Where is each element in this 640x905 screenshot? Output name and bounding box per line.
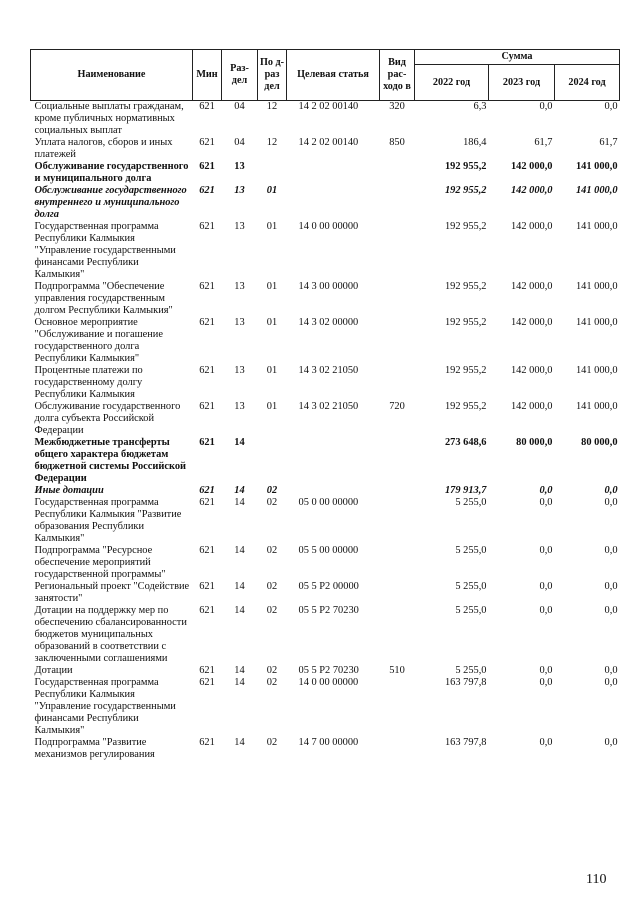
cell-sum-2024: 0,0	[604, 497, 618, 508]
cell-name: Обслуживание государственного и муниципального долга	[34, 161, 189, 184]
header-year-2022: 2022 год	[415, 65, 489, 101]
cell-sum-2022: 5 255,0	[455, 605, 487, 616]
table-row	[31, 101, 620, 138]
cell-celevaya: 14 7 00 00000	[298, 737, 359, 748]
cell-sum-2023: 142 000,0	[510, 185, 553, 196]
cell-sum-2022: 192 955,2	[444, 317, 487, 328]
cell-sum-2023: 0,0	[539, 497, 553, 508]
table-row	[31, 605, 620, 665]
cell-sum-2024: 0,0	[604, 581, 618, 592]
cell-min: 621	[199, 437, 215, 448]
table-row	[31, 677, 620, 737]
cell-razdel: 14	[234, 677, 245, 688]
cell-vid	[380, 485, 415, 497]
cell-min: 621	[199, 185, 215, 196]
cell-sum-2023: 80 000,0	[516, 437, 553, 448]
cell-vid	[380, 677, 415, 737]
cell-min: 621	[199, 401, 215, 412]
cell-min: 621	[199, 101, 215, 112]
cell-podrazdel: 01	[266, 365, 278, 376]
cell-celevaya	[287, 185, 380, 221]
cell-min: 621	[199, 485, 215, 496]
budget-sheet	[30, 49, 619, 761]
cell-name: Уплата налогов, сборов и иных платежей	[34, 137, 173, 160]
table-row	[31, 401, 620, 437]
table-body	[31, 101, 620, 762]
cell-podrazdel: 02	[266, 737, 278, 748]
cell-sum-2022: 5 255,0	[455, 497, 487, 508]
cell-sum-2023: 0,0	[539, 545, 553, 556]
header-summa: Сумма	[415, 50, 620, 65]
cell-sum-2022: 5 255,0	[455, 665, 487, 676]
cell-celevaya: 14 3 02 21050	[298, 401, 359, 412]
cell-razdel: 13	[234, 365, 245, 376]
cell-vid: 720	[389, 401, 405, 412]
cell-razdel: 13	[234, 185, 245, 196]
cell-razdel: 14	[234, 545, 245, 556]
cell-vid	[380, 281, 415, 317]
cell-sum-2024: 141 000,0	[575, 317, 618, 328]
cell-sum-2022: 192 955,2	[444, 221, 487, 232]
table-row	[31, 365, 620, 401]
cell-celevaya: 14 3 02 00000	[298, 317, 359, 328]
table-row	[31, 137, 620, 161]
cell-sum-2022: 192 955,2	[444, 401, 487, 412]
header-razdel: Раз-дел	[222, 50, 258, 101]
cell-min: 621	[199, 737, 215, 748]
cell-vid	[380, 737, 415, 761]
cell-sum-2023: 0,0	[539, 605, 553, 616]
cell-podrazdel: 01	[266, 281, 278, 292]
cell-min: 621	[199, 161, 215, 172]
cell-min: 621	[199, 137, 215, 148]
table-row	[31, 317, 620, 365]
cell-min: 621	[199, 365, 215, 376]
cell-name: Подпрограмма "Обеспечение управления государственным долгом Республики Калмыкия"	[34, 281, 173, 316]
cell-name: Иные дотации	[34, 485, 104, 496]
cell-razdel: 14	[234, 665, 245, 676]
cell-name: Межбюджетные трансферты общего характера бюджетам бюджетной системы Российской Федерации	[34, 437, 187, 484]
cell-sum-2023: 142 000,0	[510, 317, 553, 328]
budget-table	[30, 49, 620, 761]
table-row	[31, 185, 620, 221]
table-row	[31, 581, 620, 605]
table-row	[31, 545, 620, 581]
cell-podrazdel: 02	[266, 545, 278, 556]
cell-celevaya: 14 3 00 00000	[298, 281, 359, 292]
header-min: Мин	[193, 50, 222, 101]
cell-vid	[380, 581, 415, 605]
header-year-2024: 2024 год	[555, 65, 620, 101]
cell-min: 621	[199, 677, 215, 688]
cell-sum-2022: 192 955,2	[444, 185, 487, 196]
cell-razdel: 14	[234, 737, 245, 748]
cell-celevaya	[287, 485, 380, 497]
table-header	[31, 50, 620, 101]
cell-celevaya: 05 5 00 00000	[298, 545, 359, 556]
cell-sum-2023: 142 000,0	[510, 365, 553, 376]
cell-celevaya	[287, 437, 380, 485]
cell-min: 621	[199, 221, 215, 232]
cell-sum-2022: 179 913,7	[444, 485, 487, 496]
cell-celevaya: 05 5 P2 70230	[298, 665, 359, 676]
cell-sum-2023: 61,7	[534, 137, 553, 148]
cell-sum-2022: 5 255,0	[455, 581, 487, 592]
cell-razdel: 13	[234, 221, 245, 232]
cell-name: Обслуживание государственного долга субъекта Российской Федерации	[34, 401, 181, 436]
cell-sum-2024: 0,0	[604, 605, 618, 616]
cell-name: Процентные платежи по государственному долгу Республики Калмыкия	[34, 365, 143, 400]
cell-sum-2024: 141 000,0	[575, 365, 618, 376]
cell-razdel: 14	[234, 581, 245, 592]
cell-celevaya: 05 5 P2 70230	[298, 605, 359, 616]
cell-name: Подпрограмма "Развитие механизмов регулирования	[34, 737, 155, 760]
cell-celevaya: 14 0 00 00000	[298, 221, 359, 232]
table-row	[31, 485, 620, 497]
cell-sum-2022: 186,4	[463, 137, 487, 148]
cell-razdel: 04	[234, 137, 245, 148]
cell-sum-2022: 192 955,2	[444, 281, 487, 292]
cell-sum-2022: 163 797,8	[444, 737, 487, 748]
cell-podrazdel: 01	[266, 221, 278, 232]
cell-podrazdel: 01	[266, 317, 278, 328]
cell-razdel: 13	[234, 281, 245, 292]
cell-vid: 850	[389, 137, 405, 148]
cell-min: 621	[199, 497, 215, 508]
cell-vid	[380, 185, 415, 221]
cell-sum-2023: 0,0	[539, 485, 553, 496]
cell-vid	[380, 317, 415, 365]
cell-sum-2024: 141 000,0	[575, 185, 618, 196]
table-row	[31, 221, 620, 281]
cell-min: 621	[199, 665, 215, 676]
cell-sum-2024: 0,0	[604, 485, 618, 496]
table-row	[31, 161, 620, 185]
cell-name: Социальные выплаты гражданам, кроме публичных нормативных социальных выплат	[34, 101, 184, 136]
table-row	[31, 497, 620, 545]
cell-sum-2024: 141 000,0	[575, 161, 618, 172]
cell-celevaya: 05 0 00 00000	[298, 497, 359, 508]
cell-min: 621	[199, 545, 215, 556]
cell-sum-2022: 5 255,0	[455, 545, 487, 556]
cell-razdel: 13	[234, 401, 245, 412]
cell-sum-2024: 0,0	[604, 737, 618, 748]
cell-sum-2023: 0,0	[539, 677, 553, 688]
cell-vid	[380, 161, 415, 185]
cell-podrazdel	[258, 437, 287, 485]
cell-razdel: 13	[234, 317, 245, 328]
cell-min: 621	[199, 605, 215, 616]
cell-sum-2023: 0,0	[539, 665, 553, 676]
cell-name: Обслуживание государственного внутреннего и муниципального долга	[34, 185, 187, 220]
cell-sum-2023: 0,0	[539, 581, 553, 592]
cell-podrazdel: 01	[266, 185, 278, 196]
cell-celevaya: 14 0 00 00000	[298, 677, 359, 688]
cell-min: 621	[199, 317, 215, 328]
cell-name: Основное мероприятие "Обслуживание и погашение государственного долга Республики Калмыкия"	[34, 317, 163, 364]
cell-sum-2024: 0,0	[604, 665, 618, 676]
cell-podrazdel: 02	[266, 497, 278, 508]
cell-vid	[380, 221, 415, 281]
cell-sum-2024: 141 000,0	[575, 401, 618, 412]
page-number: 110	[586, 872, 607, 887]
cell-celevaya: 14 2 02 00140	[298, 137, 359, 148]
header-vid: Вид рас- ходо в	[380, 50, 415, 101]
table-row	[31, 665, 620, 677]
cell-sum-2022: 192 955,2	[444, 161, 487, 172]
cell-sum-2024: 0,0	[604, 677, 618, 688]
cell-name: Дотации на поддержку мер по обеспечению сбалансированности бюджетов муниципальных образований в соответствии с заключенными соглашениями	[34, 605, 187, 664]
cell-podrazdel	[258, 161, 287, 185]
cell-vid	[380, 605, 415, 665]
cell-name: Региональный проект "Содействие занятости"	[34, 581, 190, 604]
cell-name: Дотации	[34, 665, 73, 676]
cell-sum-2023: 142 000,0	[510, 281, 553, 292]
cell-podrazdel: 02	[266, 485, 278, 496]
table-row	[31, 281, 620, 317]
cell-vid	[380, 437, 415, 485]
cell-sum-2024: 0,0	[604, 545, 618, 556]
cell-sum-2022: 163 797,8	[444, 677, 487, 688]
cell-vid: 510	[389, 665, 405, 676]
cell-sum-2023: 142 000,0	[510, 221, 553, 232]
cell-sum-2024: 141 000,0	[575, 281, 618, 292]
cell-sum-2022: 273 648,6	[444, 437, 487, 448]
cell-sum-2024: 141 000,0	[575, 221, 618, 232]
cell-sum-2024: 80 000,0	[581, 437, 618, 448]
header-year-2023: 2023 год	[489, 65, 555, 101]
header-celevaya: Целевая статья	[287, 50, 380, 101]
table-row	[31, 737, 620, 761]
cell-name: Государственная программа Республики Калмыкия "Управление государственными финансами Республики Калмыкия"	[34, 677, 176, 736]
cell-name: Государственная программа Республики Калмыкия "Управление государственными финансами Республики Калмыкия"	[34, 221, 176, 280]
cell-podrazdel: 02	[266, 605, 278, 616]
cell-podrazdel: 02	[266, 677, 278, 688]
cell-razdel: 04	[234, 101, 245, 112]
cell-sum-2023: 142 000,0	[510, 401, 553, 412]
cell-sum-2024: 0,0	[604, 101, 618, 112]
cell-razdel: 14	[234, 437, 245, 448]
cell-name: Подпрограмма "Ресурсное обеспечение мероприятий государственной программы"	[34, 545, 166, 580]
cell-vid: 320	[389, 101, 405, 112]
cell-razdel: 14	[234, 485, 245, 496]
cell-sum-2022: 6,3	[473, 101, 487, 112]
cell-sum-2024: 61,7	[599, 137, 618, 148]
cell-celevaya: 14 3 02 21050	[298, 365, 359, 376]
header-podrazdel: По д- раз дел	[258, 50, 287, 101]
cell-vid	[380, 497, 415, 545]
cell-razdel: 14	[234, 605, 245, 616]
cell-sum-2022: 192 955,2	[444, 365, 487, 376]
cell-razdel: 13	[234, 161, 245, 172]
header-name: Наименование	[31, 50, 193, 101]
cell-podrazdel: 02	[266, 665, 278, 676]
cell-podrazdel: 02	[266, 581, 278, 592]
cell-celevaya	[287, 161, 380, 185]
cell-podrazdel: 12	[266, 137, 278, 148]
cell-podrazdel: 12	[266, 101, 278, 112]
cell-name: Государственная программа Республики Калмыкия "Развитие образования Республики Калмыкия"	[34, 497, 182, 544]
cell-razdel: 14	[234, 497, 245, 508]
cell-celevaya: 05 5 P2 00000	[298, 581, 359, 592]
cell-vid	[380, 545, 415, 581]
cell-celevaya: 14 2 02 00140	[298, 101, 359, 112]
cell-sum-2023: 0,0	[539, 101, 553, 112]
cell-sum-2023: 142 000,0	[510, 161, 553, 172]
cell-min: 621	[199, 281, 215, 292]
cell-sum-2023: 0,0	[539, 737, 553, 748]
cell-min: 621	[199, 581, 215, 592]
cell-vid	[380, 365, 415, 401]
cell-podrazdel: 01	[266, 401, 278, 412]
table-row	[31, 437, 620, 485]
